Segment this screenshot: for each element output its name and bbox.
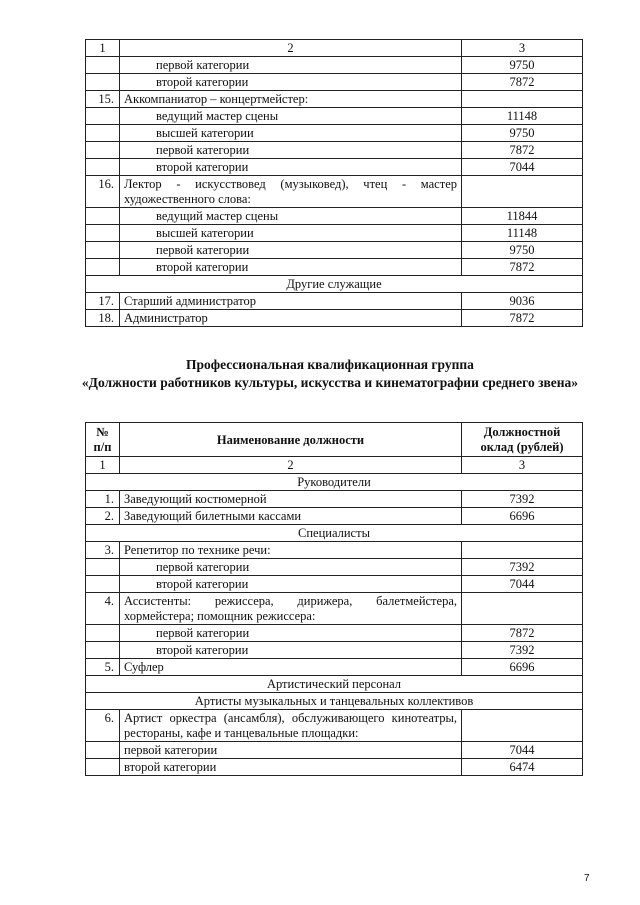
position-name: первой категории <box>120 625 462 642</box>
salary-value <box>462 542 583 559</box>
row-number <box>86 625 120 642</box>
section-heading-line1: Профессиональная квалификационная группа <box>186 357 474 372</box>
row-number <box>86 742 120 759</box>
salary-value: 7044 <box>462 742 583 759</box>
salary-value: 7392 <box>462 491 583 508</box>
salary-value: 7872 <box>462 310 583 327</box>
salary-value <box>462 91 583 108</box>
table-row <box>86 159 583 176</box>
section-row <box>86 474 583 491</box>
col-number-3: 3 <box>462 457 583 474</box>
position-name: высшей категории <box>120 125 462 142</box>
table-header-row <box>86 423 583 457</box>
table-row <box>86 293 583 310</box>
section-row <box>86 693 583 710</box>
table-row <box>86 91 583 108</box>
salary-value: 6474 <box>462 759 583 776</box>
section-row <box>86 676 583 693</box>
page-number: 7 <box>584 873 590 884</box>
position-name: второй категории <box>120 74 462 91</box>
table-row <box>86 659 583 676</box>
section-heading-line2: «Должности работников культуры, искусства и кинематографии среднего звена» <box>81 375 579 390</box>
row-number: 17. <box>86 293 120 310</box>
table-row <box>86 710 583 742</box>
position-name: высшей категории <box>120 225 462 242</box>
table-row <box>86 242 583 259</box>
table-row <box>86 108 583 125</box>
row-number: 5. <box>86 659 120 676</box>
salary-table-continued <box>85 39 583 327</box>
table-row <box>86 625 583 642</box>
salary-value: 9750 <box>462 242 583 259</box>
table-row <box>86 125 583 142</box>
row-number <box>86 242 120 259</box>
salary-value: 9750 <box>462 125 583 142</box>
position-name: первой категории <box>120 742 462 759</box>
row-number <box>86 259 120 276</box>
position-name: Аккомпаниатор – концертмейстер: <box>120 91 462 108</box>
row-number <box>86 559 120 576</box>
salary-value: 7872 <box>462 259 583 276</box>
position-name: первой категории <box>120 57 462 74</box>
position-name: второй категории <box>120 159 462 176</box>
col-header-num: № п/п <box>86 423 120 457</box>
column-numbering-row <box>86 457 583 474</box>
row-number: 15. <box>86 91 120 108</box>
section-row <box>86 525 583 542</box>
position-name: Артист оркестра (ансамбля), обслуживающего кинотеатры, рестораны, кафе и танцевальные площадки: <box>120 710 462 742</box>
table-row <box>86 576 583 593</box>
salary-value: 9750 <box>462 57 583 74</box>
salary-value: 7044 <box>462 159 583 176</box>
table-row <box>86 142 583 159</box>
section-row <box>86 276 583 293</box>
row-number <box>86 57 120 74</box>
row-number <box>86 125 120 142</box>
salary-value <box>462 176 583 208</box>
position-name: ведущий мастер сцены <box>120 208 462 225</box>
salary-value: 6696 <box>462 659 583 676</box>
table-row <box>86 742 583 759</box>
row-number: 1. <box>86 491 120 508</box>
table-row <box>86 57 583 74</box>
table-row <box>86 642 583 659</box>
salary-value: 7392 <box>462 559 583 576</box>
salary-value <box>462 593 583 625</box>
row-number <box>86 576 120 593</box>
position-name: Старший администратор <box>120 293 462 310</box>
position-name: первой категории <box>120 559 462 576</box>
row-number: 3. <box>86 542 120 559</box>
row-number: 4. <box>86 593 120 625</box>
column-numbering-row <box>86 40 583 57</box>
position-name: Заведующий костюмерной <box>120 491 462 508</box>
position-name: второй категории <box>120 642 462 659</box>
position-name: Репетитор по технике речи: <box>120 542 462 559</box>
position-name: Администратор <box>120 310 462 327</box>
table-row <box>86 259 583 276</box>
position-name: первой категории <box>120 242 462 259</box>
table-row <box>86 593 583 625</box>
salary-value <box>462 710 583 742</box>
salary-value: 7872 <box>462 625 583 642</box>
col-number-1: 1 <box>86 40 120 57</box>
row-number <box>86 208 120 225</box>
position-name: Суфлер <box>120 659 462 676</box>
col-number-1: 1 <box>86 457 120 474</box>
col-number-3: 3 <box>462 40 583 57</box>
section-title: Руководители <box>86 474 583 491</box>
table-row <box>86 508 583 525</box>
position-name: Ассистенты: режиссера, дирижера, балетмейстера, хормейстера; помощник режиссера: <box>120 593 462 625</box>
salary-value: 7872 <box>462 142 583 159</box>
salary-value: 11148 <box>462 225 583 242</box>
table-row <box>86 225 583 242</box>
row-number: 18. <box>86 310 120 327</box>
position-name: второй категории <box>120 259 462 276</box>
salary-value: 11844 <box>462 208 583 225</box>
row-number <box>86 759 120 776</box>
salary-value: 11148 <box>462 108 583 125</box>
col-number-2: 2 <box>120 40 462 57</box>
col-header-salary: Должностной оклад (рублей) <box>462 423 583 457</box>
salary-value: 7392 <box>462 642 583 659</box>
section-title: Артистический персонал <box>86 676 583 693</box>
row-number: 16. <box>86 176 120 208</box>
row-number <box>86 108 120 125</box>
row-number: 2. <box>86 508 120 525</box>
table-row <box>86 759 583 776</box>
salary-value: 7044 <box>462 576 583 593</box>
table-row <box>86 491 583 508</box>
salary-value: 7872 <box>462 74 583 91</box>
col-header-name: Наименование должности <box>120 423 462 457</box>
row-number: 6. <box>86 710 120 742</box>
table-row <box>86 542 583 559</box>
section-title: Артисты музыкальных и танцевальных коллективов <box>86 693 583 710</box>
table-row <box>86 310 583 327</box>
salary-table-mid-level <box>85 422 583 776</box>
position-name: первой категории <box>120 142 462 159</box>
table-row <box>86 74 583 91</box>
table-row <box>86 208 583 225</box>
salary-value: 9036 <box>462 293 583 310</box>
position-name: Заведующий билетными кассами <box>120 508 462 525</box>
row-number <box>86 225 120 242</box>
row-number <box>86 642 120 659</box>
position-name: второй категории <box>120 759 462 776</box>
position-name: второй категории <box>120 576 462 593</box>
position-name: Лектор - искусствовед (музыковед), чтец - мастер художественного слова: <box>120 176 462 208</box>
salary-value: 6696 <box>462 508 583 525</box>
position-name: ведущий мастер сцены <box>120 108 462 125</box>
row-number <box>86 74 120 91</box>
col-number-2: 2 <box>120 457 462 474</box>
table-row <box>86 559 583 576</box>
section-title: Специалисты <box>86 525 583 542</box>
table-row <box>86 176 583 208</box>
row-number <box>86 159 120 176</box>
row-number <box>86 142 120 159</box>
section-title: Другие служащие <box>86 276 583 293</box>
